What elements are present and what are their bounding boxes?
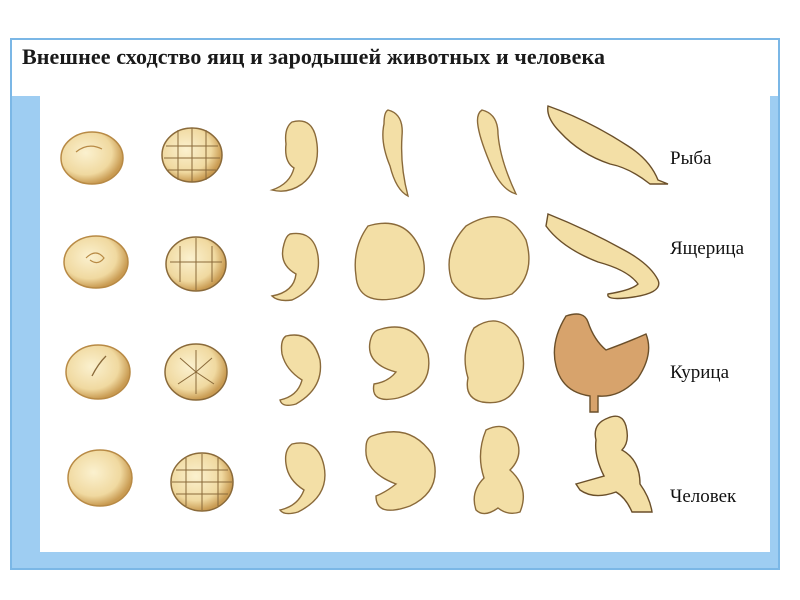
row-human <box>68 416 652 513</box>
row-label-lizard: Ящерица <box>670 238 745 259</box>
adult-fish <box>548 106 668 184</box>
egg-chicken <box>66 345 130 399</box>
egg-human <box>68 450 132 506</box>
page-title: Внешнее сходство яиц и зародышей животных и человека <box>22 44 606 69</box>
row-fish <box>61 106 668 196</box>
adult-human <box>576 416 652 512</box>
embryo-chicken-2 <box>370 327 429 399</box>
row-lizard <box>64 214 659 301</box>
adult-lizard <box>546 214 659 299</box>
row-chicken <box>66 314 649 412</box>
embryo-lizard-2 <box>355 223 424 299</box>
embryo-fish-2 <box>383 110 408 196</box>
embryo-fish-1 <box>272 121 317 191</box>
embryo-human-2 <box>366 432 435 510</box>
egg-fish <box>61 132 123 184</box>
row-label-fish: Рыба <box>670 148 712 169</box>
adult-chicken <box>554 314 648 412</box>
embryo-chicken-1 <box>280 335 321 405</box>
cleavage-lizard <box>166 237 226 291</box>
embryo-chicken-3 <box>465 321 523 403</box>
cleavage-chicken <box>165 344 227 400</box>
row-label-chicken: Курица <box>670 362 730 383</box>
embryo-human-1 <box>280 443 325 514</box>
embryo-fish-3 <box>478 110 517 194</box>
cleavage-human <box>171 453 233 511</box>
embryo-human-3 <box>474 426 523 513</box>
row-label-human: Человек <box>670 486 737 507</box>
embryo-lizard-3 <box>449 217 529 299</box>
cleavage-fish <box>162 128 222 182</box>
embryo-lizard-1 <box>272 233 318 300</box>
